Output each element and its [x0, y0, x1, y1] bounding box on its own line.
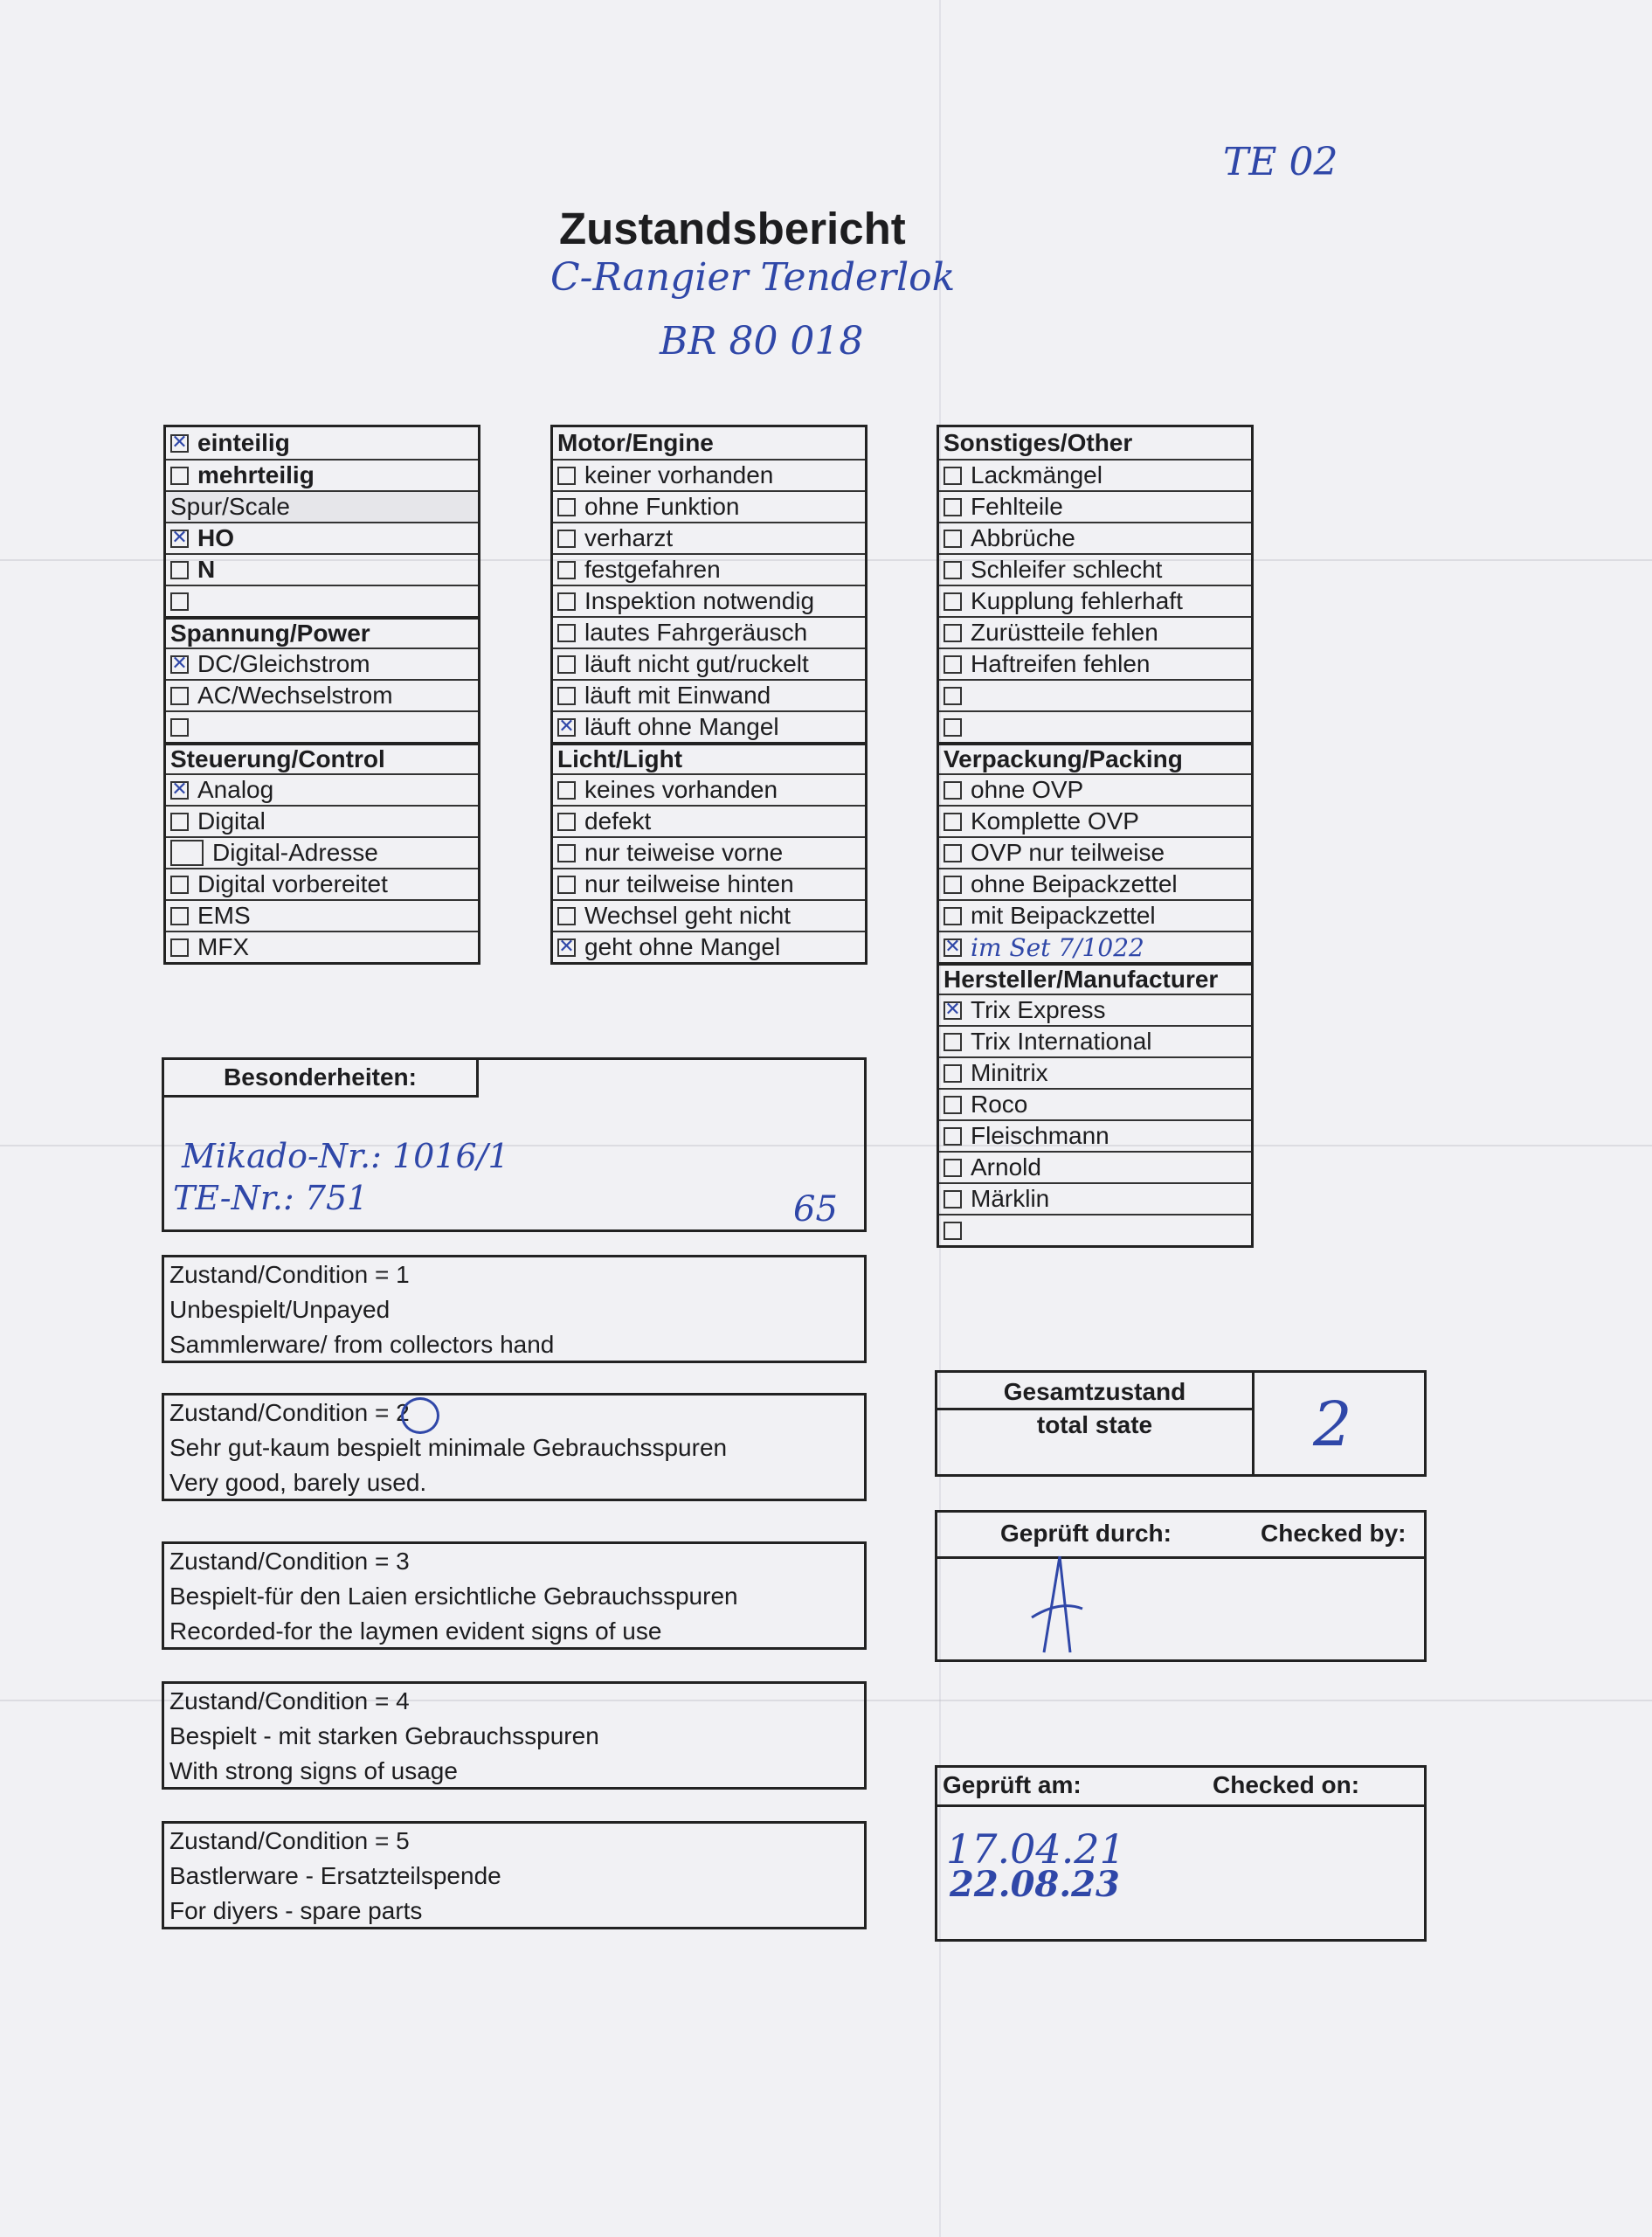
handwritten-te-number: TE-Nr.: 751	[173, 1179, 369, 1217]
checkbox[interactable]	[944, 907, 962, 925]
checklist-row-ohne-beipackzettel[interactable]	[939, 868, 1251, 899]
signature	[1025, 1548, 1086, 1661]
checkbox[interactable]	[944, 1190, 962, 1209]
total-state-box	[935, 1370, 1427, 1477]
section-header-hersteller-manufacturer	[939, 962, 1251, 994]
checkbox[interactable]	[170, 561, 189, 579]
checkbox[interactable]	[944, 1127, 962, 1146]
checkbox[interactable]	[557, 530, 576, 548]
handwritten-circle-mark	[401, 1397, 439, 1434]
row-label: läuft mit Einwand	[584, 682, 771, 709]
checklist-row-zurüstteile-fehlen[interactable]	[939, 616, 1251, 648]
handwritten-subtitle-1: C-Rangier Tenderlok	[550, 255, 956, 300]
checklist-row-n[interactable]	[166, 553, 478, 585]
row-label: DC/Gleichstrom	[197, 650, 370, 677]
checklist-row-dc-gleichstrom[interactable]	[166, 648, 478, 679]
checkbox[interactable]	[170, 467, 189, 485]
checklist-row-keiner-vorhanden[interactable]	[553, 459, 865, 490]
section-header-spur-scale	[166, 490, 478, 522]
checklist-row-empty[interactable]	[166, 585, 478, 616]
checkbox[interactable]	[557, 624, 576, 642]
row-label: AC/Wechselstrom	[197, 682, 393, 709]
row-label: Haftreifen fehlen	[971, 650, 1151, 677]
checkbox[interactable]	[170, 687, 189, 705]
checked-on-label-en: Checked on:	[1213, 1771, 1360, 1798]
section-header-sonstiges-other	[939, 427, 1251, 459]
row-label: defekt	[584, 807, 652, 835]
checklist-row-ho[interactable]	[166, 522, 478, 553]
row-label: einteilig	[197, 429, 290, 456]
row-label: Zurüstteile fehlen	[971, 619, 1158, 646]
row-label: mehrteilig	[197, 461, 315, 488]
checkbox[interactable]	[557, 844, 576, 862]
checkbox[interactable]	[944, 498, 962, 516]
checklist-row-trix-express[interactable]	[939, 994, 1251, 1025]
special-features-label: Besonderheiten:	[164, 1060, 479, 1098]
row-label: nur teilweise hinten	[584, 870, 794, 897]
checkbox[interactable]	[557, 687, 576, 705]
checklist-row-fehlteile[interactable]	[939, 490, 1251, 522]
checkbox[interactable]	[944, 1033, 962, 1051]
checklist-row-haftreifen-fehlen[interactable]	[939, 648, 1251, 679]
checked-by-box	[935, 1510, 1427, 1662]
checkbox[interactable]	[557, 876, 576, 894]
condition-box-1	[162, 1255, 867, 1363]
checklist-row-kupplung-fehlerhaft[interactable]	[939, 585, 1251, 616]
checklist-row-komplette-ovp[interactable]	[939, 805, 1251, 836]
checkbox[interactable]	[944, 592, 962, 611]
row-label: Märklin	[971, 1185, 1050, 1212]
condition-en: For diyers - spare parts	[169, 1897, 423, 1924]
checklist-row-festgefahren[interactable]	[553, 553, 865, 585]
row-label: Roco	[971, 1091, 1028, 1118]
checked-checkbox[interactable]: ✕	[558, 936, 575, 958]
checklist-row-märklin[interactable]	[939, 1182, 1251, 1214]
row-label: Licht/Light	[557, 745, 683, 772]
checked-checkbox[interactable]: ✕	[171, 779, 188, 800]
checklist-row-ohne-ovp[interactable]	[939, 773, 1251, 805]
row-label: ohne Beipackzettel	[971, 870, 1178, 897]
section-header-motor-engine	[553, 427, 865, 459]
row-label: Trix Express	[971, 996, 1106, 1023]
row-label: mit Beipackzettel	[971, 902, 1156, 929]
checkbox[interactable]	[944, 876, 962, 894]
checked-checkbox[interactable]: ✕	[171, 432, 188, 454]
checked-on-label-de: Geprüft am:	[943, 1771, 1082, 1798]
checklist-row-schleifer-schlecht[interactable]	[939, 553, 1251, 585]
checked-checkbox[interactable]: ✕	[944, 999, 961, 1021]
checklist-row-analog[interactable]	[166, 773, 478, 805]
checklist-row-läuft-ohne-mangel[interactable]	[553, 710, 865, 742]
condition-de: Unbespielt/Unpayed	[169, 1296, 391, 1323]
condition-de: Sehr gut-kaum bespielt minimale Gebrauchsspuren	[169, 1434, 728, 1461]
condition-title: Zustand/Condition = 4	[169, 1687, 410, 1714]
row-label: Komplette OVP	[971, 807, 1139, 835]
checklist-row-inspektion-notwendig[interactable]	[553, 585, 865, 616]
row-label: N	[197, 556, 216, 583]
total-state-label-de: Gesamtzustand	[1003, 1378, 1186, 1405]
row-label: Inspektion notwendig	[584, 587, 815, 614]
handwritten-number: 65	[793, 1189, 838, 1229]
condition-de: Bespielt - mit starken Gebrauchsspuren	[169, 1722, 599, 1749]
checked-by-label-en: Checked by:	[1261, 1520, 1407, 1547]
row-label: keiner vorhanden	[584, 461, 774, 488]
handwritten-date-2: 22.08.23	[950, 1864, 1120, 1905]
row-label: ohne Funktion	[584, 493, 740, 520]
condition-box-5	[162, 1821, 867, 1929]
checklist-row-ac-wechselstrom[interactable]	[166, 679, 478, 710]
checkbox[interactable]	[557, 655, 576, 674]
handwritten-mikado-number: Mikado-Nr.: 1016/1	[182, 1137, 509, 1175]
row-label: Fleischmann	[971, 1122, 1109, 1149]
checkbox[interactable]	[944, 1096, 962, 1114]
checklist-row-minitrix[interactable]	[939, 1056, 1251, 1088]
row-label: Verpackung/Packing	[944, 745, 1183, 772]
section-header-verpackung-packing	[939, 742, 1251, 773]
section-header-spannung-power	[166, 616, 478, 648]
checkbox[interactable]	[170, 876, 189, 894]
row-label: Kupplung fehlerhaft	[971, 587, 1183, 614]
checkbox[interactable]	[170, 840, 204, 866]
checkbox[interactable]	[557, 592, 576, 611]
checklist-row-keines-vorhanden[interactable]	[553, 773, 865, 805]
checklist-row-ems[interactable]	[166, 899, 478, 931]
checked-checkbox[interactable]: ✕	[171, 527, 188, 549]
checklist-row-ovp-nur-teilweise[interactable]	[939, 836, 1251, 868]
checklist-row-digital-adresse[interactable]	[166, 836, 478, 868]
checkbox[interactable]	[557, 781, 576, 800]
row-label: Motor/Engine	[557, 429, 714, 456]
checkbox[interactable]	[944, 1222, 962, 1240]
row-label: Spannung/Power	[170, 620, 370, 647]
checklist-row-nur-teilweise-hinten[interactable]	[553, 868, 865, 899]
column-type-scale-power-control	[163, 425, 480, 965]
checkbox[interactable]	[944, 1064, 962, 1083]
checkbox[interactable]	[944, 813, 962, 831]
checkbox[interactable]	[944, 844, 962, 862]
checklist-row-fleischmann[interactable]	[939, 1119, 1251, 1151]
condition-title: Zustand/Condition = 1	[169, 1261, 410, 1288]
checklist-row-nur-teiweise-vorne[interactable]	[553, 836, 865, 868]
row-label: Spur/Scale	[170, 493, 290, 520]
row-label: festgefahren	[584, 556, 721, 583]
row-label: Digital vorbereitet	[197, 870, 388, 897]
checkbox[interactable]	[944, 718, 962, 737]
row-label: Minitrix	[971, 1059, 1048, 1086]
row-label: geht ohne Mangel	[584, 933, 781, 960]
row-label: Digital	[197, 807, 266, 835]
checklist-row-abbrüche[interactable]	[939, 522, 1251, 553]
row-label: Steuerung/Control	[170, 745, 385, 772]
row-label: EMS	[197, 902, 251, 929]
checklist-row-empty[interactable]	[166, 710, 478, 742]
checkbox[interactable]	[944, 655, 962, 674]
row-label: ohne OVP	[971, 776, 1084, 803]
handwritten-subtitle-2: BR 80 018	[660, 319, 864, 364]
checklist-row-digital-vorbereitet[interactable]	[166, 868, 478, 899]
row-label: OVP nur teilweise	[971, 839, 1165, 866]
row-label: HO	[197, 524, 234, 551]
condition-box-4	[162, 1681, 867, 1790]
checklist-row-arnold[interactable]	[939, 1151, 1251, 1182]
special-features-box	[162, 1057, 867, 1232]
checkbox[interactable]	[170, 718, 189, 737]
condition-en: With strong signs of usage	[169, 1757, 458, 1784]
checklist-row-einteilig[interactable]	[166, 427, 478, 459]
checkbox[interactable]	[170, 592, 189, 611]
row-label: Hersteller/Manufacturer	[944, 966, 1219, 993]
row-label: verharzt	[584, 524, 674, 551]
row-label: Schleifer schlecht	[971, 556, 1163, 583]
checklist-row-mfx[interactable]	[166, 931, 478, 962]
row-label: keines vorhanden	[584, 776, 778, 803]
section-header-licht-light	[553, 742, 865, 773]
handwritten-corner-note: TE 02	[1223, 140, 1338, 184]
condition-title: Zustand/Condition = 5	[169, 1827, 410, 1854]
row-label: Digital-Adresse	[212, 839, 378, 866]
checklist-row-geht-ohne-mangel[interactable]	[553, 931, 865, 962]
row-label: läuft ohne Mangel	[584, 713, 779, 740]
checkbox[interactable]	[944, 467, 962, 485]
checklist-row-mit-beipackzettel[interactable]	[939, 899, 1251, 931]
checkbox[interactable]	[944, 687, 962, 705]
row-label: Analog	[197, 776, 274, 803]
checkbox[interactable]	[944, 1159, 962, 1177]
column-motor-light	[550, 425, 867, 965]
checklist-row-läuft-mit-einwand[interactable]	[553, 679, 865, 710]
row-label: läuft nicht gut/ruckelt	[584, 650, 809, 677]
checkbox[interactable]	[944, 530, 962, 548]
row-label: Sonstiges/Other	[944, 429, 1133, 456]
checklist-row-roco[interactable]	[939, 1088, 1251, 1119]
checklist-row-verharzt[interactable]	[553, 522, 865, 553]
checkbox[interactable]	[557, 907, 576, 925]
checkbox[interactable]	[557, 813, 576, 831]
checklist-row-lackmängel[interactable]	[939, 459, 1251, 490]
checklist-row-läuft-nicht-gut-ruckelt[interactable]	[553, 648, 865, 679]
page-title: Zustandsbericht	[559, 204, 906, 253]
checkbox[interactable]	[557, 561, 576, 579]
checkbox[interactable]	[170, 938, 189, 957]
condition-de: Bespielt-für den Laien ersichtliche Gebrauchsspuren	[169, 1583, 738, 1610]
row-label: lautes Fahrgeräusch	[584, 619, 808, 646]
condition-box-3	[162, 1541, 867, 1650]
condition-en: Very good, barely used.	[169, 1469, 427, 1496]
row-label: Fehlteile	[971, 493, 1063, 520]
checkbox[interactable]	[170, 813, 189, 831]
row-label: Wechsel geht nicht	[584, 902, 791, 929]
checkbox[interactable]	[944, 561, 962, 579]
checklist-row-wechsel-geht-nicht[interactable]	[553, 899, 865, 931]
condition-box-2	[162, 1393, 867, 1501]
total-state-label-en: total state	[1036, 1411, 1153, 1438]
handwritten-total-state: 2	[1313, 1389, 1352, 1460]
checked-checkbox[interactable]: ✕	[558, 716, 575, 738]
checklist-row-ohne-funktion[interactable]	[553, 490, 865, 522]
checklist-row-defekt[interactable]	[553, 805, 865, 836]
checklist-row-im-set-7-1022[interactable]	[939, 931, 1251, 962]
checklist-row-digital[interactable]	[166, 805, 478, 836]
handwritten-date-1: 17.04.21	[946, 1825, 1125, 1873]
checked-checkbox[interactable]: ✕	[171, 653, 188, 675]
checklist-row-empty[interactable]	[939, 710, 1251, 742]
condition-en: Sammlerware/ from collectors hand	[169, 1331, 555, 1358]
checklist-row-trix-international[interactable]	[939, 1025, 1251, 1056]
checklist-row-mehrteilig[interactable]	[166, 459, 478, 490]
row-label: Abbrüche	[971, 524, 1075, 551]
checkbox[interactable]	[944, 624, 962, 642]
row-label: Lackmängel	[971, 461, 1102, 488]
row-label: Arnold	[971, 1153, 1041, 1181]
condition-de: Bastlerware - Ersatzteilspende	[169, 1862, 501, 1889]
row-label: im Set 7/1022	[971, 932, 1144, 962]
condition-title: Zustand/Condition = 3	[169, 1548, 410, 1575]
row-label: nur teiweise vorne	[584, 839, 784, 866]
checked-checkbox[interactable]: ✕	[944, 936, 961, 958]
checkbox[interactable]	[557, 467, 576, 485]
checklist-row-lautes-fahrgeräusch[interactable]	[553, 616, 865, 648]
checklist-row-empty[interactable]	[939, 679, 1251, 710]
checked-by-label-de: Geprüft durch:	[1000, 1520, 1172, 1547]
row-label: MFX	[197, 933, 250, 960]
column-other-packing-manufacturer	[937, 425, 1254, 1248]
checkbox[interactable]	[944, 781, 962, 800]
condition-en: Recorded-for the laymen evident signs of use	[169, 1617, 662, 1645]
condition-title: Zustand/Condition = 2	[169, 1399, 410, 1426]
checked-on-box	[935, 1765, 1427, 1942]
checkbox[interactable]	[170, 907, 189, 925]
row-label: Trix International	[971, 1028, 1152, 1055]
section-header-steuerung-control	[166, 742, 478, 773]
checklist-row-empty[interactable]	[939, 1214, 1251, 1245]
checkbox[interactable]	[557, 498, 576, 516]
